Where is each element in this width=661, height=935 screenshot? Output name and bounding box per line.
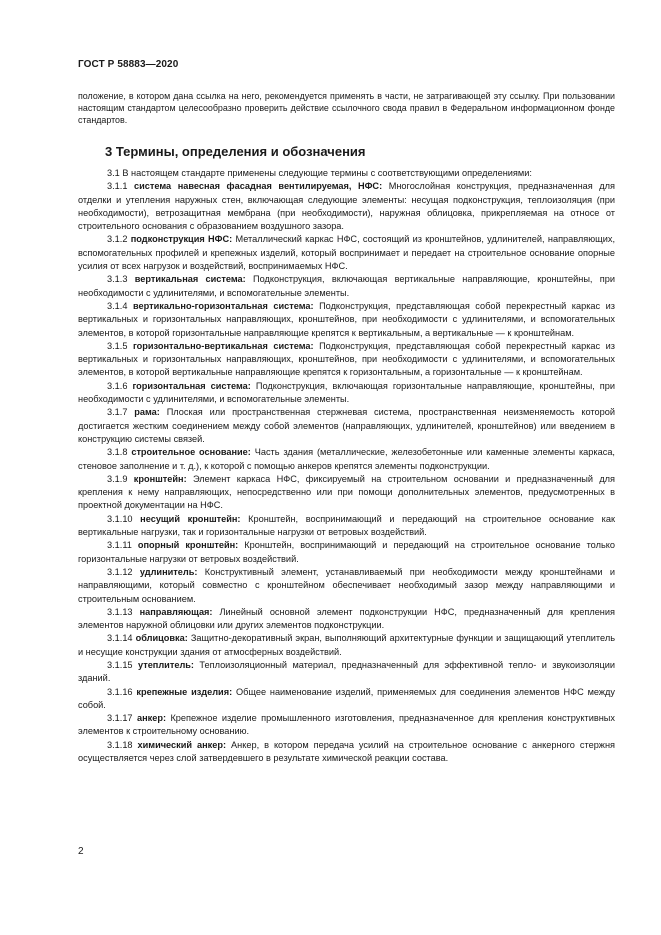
term-name: подконструкция НФС: <box>130 234 233 245</box>
term-name: утеплитель: <box>137 659 194 670</box>
term-number: 3.1.2 <box>107 234 128 245</box>
term-number: 3.1.6 <box>107 380 128 391</box>
term-3-1-16 <box>78 686 615 713</box>
term-3-1-7 <box>78 406 615 446</box>
term-3-1-6 <box>78 380 615 407</box>
term-3-1-17 <box>78 712 615 739</box>
term-number: 3.1.16 <box>107 686 133 697</box>
term-definition: Анкер, в котором передача усилий на строительное основание с анкерного стержня осуществляется через слой затвердевшего в результате химической реакции состава. <box>78 739 615 764</box>
term-definition: Защитно-декоративный экран, выполняющий архитектурные функции и защищающий утеплитель и несущие конструкции здания от атмосферных воздействий. <box>78 633 615 657</box>
term-name: удлинитель: <box>139 566 198 577</box>
term-number: 3.1.17 <box>107 713 133 724</box>
term-definition: Подконструкция, включающая горизонтальные направляющие, кронштейны, при необходимости с удлинителями, и вспомогательные элементы. <box>78 380 615 405</box>
term-number: 3.1.4 <box>107 300 128 311</box>
term-number: 3.1.12 <box>107 566 133 577</box>
clause-number: 3.1 <box>107 168 120 178</box>
term-number: 3.1.13 <box>107 606 133 617</box>
term-3-1-12 <box>78 566 615 606</box>
page-number: 2 <box>78 846 84 857</box>
term-3-1-18 <box>78 739 615 766</box>
term-name: направляющая: <box>139 606 213 617</box>
term-3-1-5 <box>78 340 615 380</box>
term-definition: Металлический каркас НФС, состоящий из кронштейнов, удлинителей, направляющих, вспомогательных профилей и крепежных изделий, который воспринимает и передает на строительное основание опорные усилия от всех нагрузок и воздействий, воспринимаемых НФС. <box>78 234 615 272</box>
term-3-1-11 <box>78 539 615 566</box>
term-number: 3.1.14 <box>107 633 133 644</box>
term-number: 3.1.11 <box>107 540 132 551</box>
term-number: 3.1.3 <box>107 274 128 285</box>
term-name: анкер: <box>136 713 167 724</box>
term-definition: Подконструкция, включающая вертикальные направляющие, кронштейны, при необходимости с удлинителями, и вспомогательные элементы. <box>78 274 615 298</box>
clause-3-1 <box>78 167 615 180</box>
term-definition: Общее наименование изделий, применяемых для соединения элементов НФС между собой. <box>78 686 616 710</box>
intro-paragraph: положение, в котором дана ссылка на него, рекомендуется применять в части, не затрагивающей эту ссылку. При пользовании настоящим стандартом целесообразно проверить действие ссылочного свода правил в Федеральном информационном фонде стандартов. <box>78 91 615 126</box>
term-name: кронштейн: <box>133 473 187 484</box>
term-definition: Конструктивный элемент, устанавливаемый при необходимости между кронштейнами и направляющими, который совместно с кронштейном обеспечивает необходимый зазор между направляющими и строительным основанием. <box>78 566 615 604</box>
term-3-1-10 <box>78 513 615 540</box>
term-3-1-1 <box>78 180 615 233</box>
term-definition: Кронштейн, воспринимающий и передающий на строительное основание как вертикальные нагрузки, так и горизонтальные нагрузки от ветровых воздействий. <box>78 513 615 538</box>
term-name: крепежные изделия: <box>136 686 233 697</box>
term-name: вертикальная система: <box>134 274 246 285</box>
term-name: опорный кронштейн: <box>137 540 239 551</box>
term-name: облицовка: <box>135 633 188 644</box>
term-name: химический анкер: <box>137 739 227 750</box>
term-name: рама: <box>134 407 160 418</box>
term-definition: Крепежное изделие промышленного изготовления, предназначенное для крепления конструктивных элементов к строительному основанию. <box>78 713 615 737</box>
term-definition: Линейный основной элемент подконструкции НФС, предназначенный для крепления элементов наружной облицовки или других элементов подконструкции. <box>78 606 615 631</box>
term-definition: Подконструкция, представляющая собой перекрестный каркас из вертикальных и горизонтальных направляющих, кронштейнов, при необходимости с удлинителями, и вспомогательных элементов, в которой горизонтальные направляющие крепятся к вертикальным, а вертикальные — к кронштейнам. <box>78 300 615 338</box>
term-3-1-8 <box>78 446 615 473</box>
term-definition: Часть здания (металлические, железобетонные или каменные элементы каркаса, стеновое заполнение и т. д.), к которой с помощью анкеров крепятся элементы подконструкции. <box>78 447 615 471</box>
term-3-1-13 <box>78 606 615 633</box>
term-definition: Элемент каркаса НФС, фиксируемый на строительном основании и предназначенный для крепления к нему направляющих, непосредственно или при помощи дополнительных элементов, предусмотренных в проектной документации на НФС. <box>78 473 616 511</box>
term-3-1-15 <box>78 659 615 686</box>
term-3-1-4 <box>78 300 615 340</box>
term-name: горизонтальная система: <box>132 380 251 391</box>
term-3-1-14 <box>78 632 615 659</box>
section-title: 3 Термины, определения и обозначения <box>105 144 366 159</box>
term-name: вертикально-горизонтальная система: <box>132 300 314 311</box>
term-number: 3.1.18 <box>107 739 133 750</box>
term-3-1-3 <box>78 273 615 300</box>
term-number: 3.1.8 <box>107 447 128 458</box>
term-number: 3.1.5 <box>107 340 128 351</box>
term-number: 3.1.15 <box>107 659 133 670</box>
terms-list <box>78 167 615 765</box>
term-number: 3.1.9 <box>107 473 128 484</box>
term-name: несущий кронштейн: <box>140 513 241 524</box>
term-number: 3.1.10 <box>107 513 133 524</box>
term-definition: Плоская или пространственная стержневая система, пространственная неизменяемость которой достигается жестким соединением между собой элементов (направляющих, удлинителей, кронштейнов) или введением в конструкцию системы связей. <box>78 407 615 444</box>
document-code-header: ГОСТ Р 58883—2020 <box>78 59 179 70</box>
clause-text: В настоящем стандарте применены следующие термины с соответствующими определениями: <box>122 168 532 178</box>
term-name: система навесная фасадная вентилируемая, НФС: <box>134 181 383 192</box>
term-name: строительное основание: <box>131 447 251 458</box>
term-definition: Кронштейн, воспринимающий и передающий на строительное основание только горизонтальные нагрузки от ветровых воздействий. <box>78 540 615 564</box>
term-3-1-2 <box>78 233 615 273</box>
term-definition: Подконструкция, представляющая собой перекрестный каркас из вертикальных и горизонтальных направляющих, кронштейнов, при необходимости с удлинителями, и вспомогательных элементов, в которой вертикальные направляющие крепятся к горизонтальным, а горизонтальные — к кронштейнам. <box>78 340 615 378</box>
term-name: горизонтально-вертикальная система: <box>132 340 314 351</box>
term-definition: Теплоизоляционный материал, предназначенный для эффективной тепло- и звукоизоляции зданий. <box>78 659 615 684</box>
term-3-1-9 <box>78 473 615 513</box>
term-definition: Многослойная конструкция, предназначенная для отделки и утепления наружных стен, включающая следующие элементы: несущая подконструкция, теплоизоляция (при необходимости), ветрозащитная мембрана (при необходимости), наружная облицовка, прикрепляемая на относе от строительного основания с образованием воздушного зазора. <box>78 181 616 232</box>
term-number: 3.1.7 <box>107 407 128 418</box>
term-number: 3.1.1 <box>107 181 128 192</box>
